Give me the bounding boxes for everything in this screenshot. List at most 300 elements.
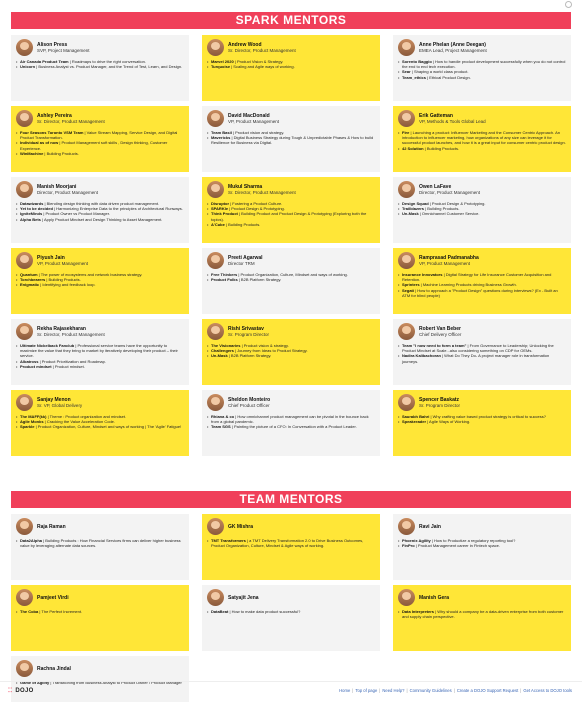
team-list — [207, 201, 375, 227]
team-topic: | B2B Platform Strategy. — [227, 353, 272, 359]
team-topic: | Building Products. — [43, 150, 79, 156]
team-topic: | Product Design & Prototyping. — [228, 206, 285, 212]
team-name: Insurance Innovators — [402, 272, 443, 277]
mentor-role: Director TRM — [228, 260, 255, 266]
mentor-header — [207, 518, 375, 535]
team-list — [398, 272, 566, 298]
footer-separator: | — [406, 688, 408, 693]
mentor-header — [16, 110, 184, 127]
spark-mentors-grid — [11, 35, 571, 456]
avatar — [398, 323, 415, 340]
mentor-name[interactable]: GK Mishra — [228, 523, 254, 530]
team-name: Mavericks — [211, 135, 231, 141]
team-list — [16, 59, 184, 69]
team-list-item — [16, 343, 184, 359]
mentor-name[interactable]: Rekha Rajasekharan — [37, 325, 86, 332]
team-name: Team Basil — [211, 130, 232, 135]
team-name: Segati — [402, 287, 415, 293]
team-topic: | Blending design thinking with data driven product management. — [43, 201, 160, 206]
team-list — [207, 414, 375, 430]
mentor-header — [207, 252, 375, 269]
mentor-header — [207, 110, 375, 127]
mentor-header — [207, 39, 375, 56]
mentor-name[interactable]: Manish Moorjani — [37, 183, 77, 190]
team-topic: | Omnichannel Customer Service. — [418, 211, 480, 217]
team-list-item — [16, 140, 184, 150]
team-name: Team_ethics — [402, 74, 426, 80]
avatar — [207, 589, 224, 606]
team-name: Albatross — [20, 358, 39, 364]
team-name: 42 Solution — [402, 145, 424, 151]
footer-links — [339, 688, 572, 693]
dojo-logo[interactable]: ⁚⁚ DOJO — [8, 688, 34, 694]
team-name: Data2Alpha — [20, 538, 43, 543]
team-topic: | Transitioning from Business Analyst to Product Owner / Product Manager — [49, 680, 182, 685]
mentor-name[interactable]: Raja Raman — [37, 523, 66, 530]
team-topic: | Product Organization, Culture, Mindset and ways of working. — [237, 272, 348, 277]
mentor-name[interactable]: Owen LaFave — [419, 183, 452, 190]
mentor-name[interactable]: Robert Van Beber — [419, 325, 461, 332]
team-list-item — [207, 538, 375, 548]
team-list — [207, 609, 375, 614]
team-list-item — [398, 272, 566, 282]
team-topic: | Product mindset. — [51, 363, 85, 369]
team-topic: | How to Productize a regulatory reporting tool? — [430, 538, 516, 543]
mentor-header — [207, 323, 375, 340]
team-name: The MAFF(kk) — [20, 414, 47, 419]
team-list-item — [207, 353, 375, 358]
team-topic: | Machine Learning Products driving Business Growth. — [419, 282, 517, 288]
team-name: Sear — [402, 69, 411, 75]
footer-link-need-help[interactable]: Need Help? — [382, 688, 405, 693]
team-topic: | Building Products. — [224, 221, 261, 227]
avatar — [16, 252, 33, 269]
mentor-role: Sr. Program Director — [419, 402, 461, 408]
team-name: DataBeat — [211, 609, 229, 614]
footer-link-get-access-to-dojo-tools[interactable]: Get Access to DOJO tools — [523, 688, 572, 693]
team-topic: | Apply Product Mindset and Design Thinking to Asset Management. — [40, 216, 163, 222]
team-name: Marvel 2020 — [211, 59, 234, 64]
mentor-name[interactable]: David MacDonald — [228, 112, 270, 119]
spark-mentors-banner: SPARK MENTORS — [11, 12, 571, 29]
team-list-item — [16, 364, 184, 369]
team-list — [16, 538, 184, 548]
team-topic: | Ethical Product Design. — [425, 74, 471, 80]
mentor-role: Sr. Director, Product Management — [228, 189, 296, 195]
avatar — [398, 252, 415, 269]
team-topic: | How to make data product successful? — [228, 609, 301, 614]
avatar — [398, 181, 415, 198]
team-topic: | Building Products. — [45, 277, 81, 283]
team-list — [398, 201, 566, 217]
mentor-card-preeti-agarwal — [202, 248, 380, 314]
mentor-card-erik-gatteman — [393, 106, 571, 172]
team-list — [207, 343, 375, 359]
team-name: TMT Transformers — [211, 538, 246, 543]
team-topic: | Product Management career in Fintech space. — [414, 543, 500, 549]
mentor-name[interactable]: Ravi Jain — [419, 523, 441, 530]
team-list-item — [398, 288, 566, 298]
mentor-header — [398, 181, 566, 198]
avatar — [207, 252, 224, 269]
team-topic: | Launching a product: Influencer Marketing and the Consumer Centric Approach. An introduction to influencer marketing, how organizations of any size can leverage it for successful product launches, and how it is a great input for consumer centric product design. — [402, 130, 566, 146]
mentor-role: Sr. VP, Global Delivery — [37, 402, 83, 408]
team-name: Alpha Bets — [20, 216, 41, 222]
mentor-header — [16, 589, 184, 606]
team-topic: | Product Owner vs Product Manager. — [42, 211, 110, 217]
mentor-role: Chief Delivery Officer — [419, 331, 462, 337]
team-name: Four Seasons Toronto VSM Team — [20, 130, 84, 135]
mentor-card-gk-mishra — [202, 514, 380, 580]
team-list — [16, 201, 184, 222]
mentor-header — [207, 394, 375, 411]
mentor-card-sanjay-menon — [11, 390, 189, 456]
mentor-role: VP, Product Management — [37, 260, 88, 266]
mentor-header — [207, 181, 375, 198]
team-topic: | Scaling and Agile ways of working. — [230, 64, 295, 70]
dojo-mark-icon: ⁚⁚ — [8, 688, 13, 694]
team-name: Team "I now need to form a team" — [402, 343, 467, 348]
team-name: Trailblazers — [402, 206, 425, 212]
team-topic: | Fostering a Product Culture. — [229, 201, 283, 206]
mentor-name[interactable]: Rishi Srivastav — [228, 325, 264, 332]
mentor-role: Sr. Program Director — [228, 331, 270, 337]
team-topic: | Journey from Ideas to Product Strategy. — [233, 348, 308, 354]
team-list-item — [398, 146, 566, 151]
footer-link-top-of-page[interactable]: Top of page — [355, 688, 378, 693]
team-topic: | The power of ecosystems and network business strategy. — [37, 272, 143, 277]
team-name: Torchbearers — [20, 277, 46, 283]
team-list-item — [207, 424, 375, 429]
mentor-card-rekha-rajasekharan — [11, 319, 189, 385]
team-name: Turquoise — [211, 64, 231, 70]
team-topic: | Product vision & strategy. — [240, 343, 289, 348]
mentor-card-piyush-jain — [11, 248, 189, 314]
avatar — [207, 518, 224, 535]
team-topic: | Roadmaps to drive the right conversation. — [68, 59, 146, 64]
mentor-role: Director, Product Management — [419, 189, 481, 195]
team-mentors-banner: TEAM MENTORS — [11, 491, 571, 508]
team-topic: | Harmonizing Enterprise Data to the principles of Architectural Runways. — [52, 206, 183, 212]
team-topic: | Business Analyst vs. Product Manager, and the Trend of Test, Learn, and Design. — [35, 64, 183, 70]
team-topic: | From Governance to Leadership; Unlocking the Product Mindset at Scale...also considering something on CDP for OEMs. — [402, 343, 554, 354]
mentor-card-mukul-sharma — [202, 177, 380, 243]
avatar — [16, 518, 33, 535]
team-list-item — [16, 151, 184, 156]
mentor-card-manish-moorjani — [11, 177, 189, 243]
mentor-role: VP, Product Management — [419, 260, 470, 266]
mentor-header — [398, 518, 566, 535]
team-list-item — [207, 277, 375, 282]
team-list — [16, 609, 184, 614]
mentor-role: SVP, Project Management — [37, 47, 90, 53]
avatar — [398, 518, 415, 535]
team-topic: | Digital Business Strategy during Tough & Unpredictable Phases & How to build Resilience for Business via Digital. — [211, 135, 374, 146]
footer-link-create-a-dojo-support-request[interactable]: Create a DOJO Support Request — [456, 688, 519, 693]
team-name: Team SGS — [211, 424, 231, 430]
mentor-card-spencer-baskatz — [393, 390, 571, 456]
team-name: Think Product — [211, 211, 238, 217]
mentor-card-robert-van-beber — [393, 319, 571, 385]
avatar — [207, 39, 224, 56]
team-name: Un-Mask — [402, 211, 419, 217]
avatar — [16, 589, 33, 606]
mentor-header — [398, 589, 566, 606]
team-list — [16, 272, 184, 288]
mentor-header — [207, 589, 375, 606]
team-name: Yet to be decided — [20, 206, 53, 212]
mentor-role: Sr. Director, Product Management — [228, 47, 296, 53]
mentor-header — [398, 252, 566, 269]
mentor-header — [398, 323, 566, 340]
mentor-role: VP, Methods & Tools Global Lead — [419, 118, 486, 124]
avatar — [16, 181, 33, 198]
avatar — [398, 394, 415, 411]
team-name: Design Squad — [402, 201, 429, 206]
avatar — [207, 394, 224, 411]
team-list-item — [16, 217, 184, 222]
mentor-header — [16, 394, 184, 411]
avatar — [16, 39, 33, 56]
team-topic: | Product vision and strategy. — [231, 130, 285, 135]
avatar — [16, 110, 33, 127]
team-list-item — [16, 130, 184, 140]
avatar — [16, 323, 33, 340]
team-list — [398, 538, 566, 548]
mentor-card-anne-phelan-anne-deegan — [393, 35, 571, 101]
avatar — [398, 110, 415, 127]
team-list-item — [207, 609, 375, 614]
mentor-name[interactable]: Pamjeet Virdi — [37, 594, 69, 601]
mentor-name[interactable]: Satyajit Jena — [228, 594, 259, 601]
team-name: Speakreader — [402, 419, 427, 425]
team-name: Challengers — [211, 348, 234, 354]
team-topic: | Professional service teams have the opportunity to maximize the value that they bring to market by iteratively developing their product – their service. — [20, 343, 178, 359]
team-topic: | Product Vision & Strategy. — [233, 59, 284, 64]
loading-ring-icon — [565, 1, 572, 8]
mentor-header — [398, 394, 566, 411]
team-topic: | What Do They Do- A project manager role in transformation journeys. — [402, 353, 550, 364]
mentor-name[interactable]: Alison Press — [37, 41, 68, 48]
team-topic: | Theme : Product organization and mindset. — [46, 414, 127, 419]
team-name: Data Interpreters — [402, 609, 435, 614]
mentor-role: VP, Product Management — [228, 118, 279, 124]
team-topic: | Digital Strategy for Life Insurance Customer Acquisition and Retention. — [402, 272, 552, 283]
mentor-name[interactable]: Manish Gera — [419, 594, 450, 601]
mentor-header — [398, 39, 566, 56]
mentor-card-manish-gera — [393, 585, 571, 651]
footer-link-home[interactable]: Home — [339, 688, 351, 693]
team-list-item — [16, 282, 184, 287]
mentor-role: Director, Product Management — [37, 189, 99, 195]
footer-separator: | — [352, 688, 354, 693]
mentor-header — [16, 518, 184, 535]
team-list — [207, 538, 375, 548]
mentor-name[interactable]: Preeti Agarwal — [228, 254, 263, 261]
team-name: Game of Agility — [20, 680, 50, 685]
mentor-header — [16, 39, 184, 56]
footer-separator: | — [379, 688, 381, 693]
team-topic: | Why should a company be a data-driven enterprise from both customer and supply chain perspective. — [402, 609, 564, 620]
team-list — [207, 272, 375, 282]
mentor-name[interactable]: Andrew Wood — [228, 41, 262, 48]
avatar — [207, 323, 224, 340]
team-name: Disruptor — [211, 201, 229, 206]
team-name: Datawizards — [20, 201, 44, 206]
team-list-item — [398, 609, 566, 619]
team-list-item — [207, 135, 375, 145]
mentor-name[interactable]: Ashley Pereira — [37, 112, 72, 119]
mentor-card-rishi-srivastav — [202, 319, 380, 385]
team-topic: | Building Products. — [424, 206, 460, 212]
spark-mentors-section — [11, 12, 571, 456]
team-topic: | Building Products : How Financial Services firms can deliver higher business value by leveraging alternate data sources. — [20, 538, 181, 549]
mentor-header — [16, 660, 184, 677]
mentor-card-ramprasad-padmanabha — [393, 248, 571, 314]
mentor-card-ashley-pereira — [11, 106, 189, 172]
mentor-role: Sr. Director, Product Management — [37, 331, 105, 337]
team-name: Un-Mask — [211, 353, 228, 359]
team-list-item — [398, 353, 566, 363]
team-list — [398, 414, 566, 424]
mentor-role: EMEA Lead, Project Management — [419, 47, 487, 53]
mentor-header — [16, 252, 184, 269]
team-list-item — [398, 419, 566, 424]
team-name: Sprinters — [402, 282, 420, 288]
mentor-card-sheldon-monteiro — [202, 390, 380, 456]
team-topic: | Product Management soft skills , Design thinking, Customer Experience. — [20, 140, 168, 151]
team-mentors-grid — [11, 514, 571, 702]
team-topic: | Cracking the Value Acceleration Code. — [43, 419, 116, 425]
team-name: Unicorn — [20, 64, 36, 70]
team-list-item — [398, 211, 566, 216]
team-topic: | Building Product and Product Design & Prototyping (Exploring both the topics). — [211, 211, 367, 222]
team-name: Quantum — [20, 272, 38, 277]
mentor-header — [16, 181, 184, 198]
team-name: Individual as of now — [20, 140, 59, 146]
team-topic: | Identifying and feedback loop. — [39, 282, 96, 288]
team-topic: | Building Products. — [423, 145, 460, 151]
team-name: Air Canada Product Team — [20, 59, 69, 64]
footer-separator: | — [520, 688, 522, 693]
team-name: Ultimate Nickelback Fanclub — [20, 343, 75, 348]
team-name: The Coba — [20, 609, 39, 614]
team-topic: | Shaping a world class product. — [410, 69, 469, 75]
mentor-name[interactable]: Sanjay Menon — [37, 396, 71, 403]
avatar — [16, 660, 33, 677]
team-name: Agile Monks — [20, 419, 44, 425]
mentor-role: Chief Product Officer — [228, 402, 270, 408]
team-topic: | Product Prioritization and Roadmap. — [38, 358, 106, 364]
mentor-card-david-macdonald — [202, 106, 380, 172]
team-topic: | How to approach a "Product Design" questions during interviews? (Ex - Built an ATM for blind people) — [402, 287, 558, 298]
mentor-card-alison-press — [11, 35, 189, 101]
team-name: The Visionaries — [211, 343, 241, 348]
mentor-name[interactable]: Ramprasad Padmanabha — [419, 254, 479, 261]
mentor-name[interactable]: Piyush Jain — [37, 254, 65, 261]
team-list — [16, 343, 184, 369]
avatar — [207, 181, 224, 198]
avatar — [207, 110, 224, 127]
team-name: FinPro — [402, 543, 415, 549]
team-list — [207, 59, 375, 69]
team-name: Sorento Baggio — [402, 59, 432, 64]
team-name: IgniteMinds — [20, 211, 43, 217]
team-name: Fire — [402, 130, 410, 135]
team-list-item — [207, 414, 375, 424]
team-list-item — [16, 64, 184, 69]
footer-link-community-guidelines[interactable]: Community Guidelines — [409, 688, 452, 693]
team-topic: | Product Organization, Culture, Mindset and ways of working | The 'Agile' Fatigue! — [34, 424, 182, 430]
avatar — [16, 394, 33, 411]
mentor-role: Sr. Director, Product Management — [37, 118, 105, 124]
team-list — [207, 130, 375, 146]
team-name: Sparkle — [20, 424, 35, 430]
team-name: Phoenix Agility — [402, 538, 431, 543]
team-mentors-section — [11, 491, 571, 702]
mentor-header — [16, 323, 184, 340]
footer-separator: | — [453, 688, 455, 693]
team-list — [16, 414, 184, 430]
team-list-item — [16, 538, 184, 548]
team-topic: | Agile Ways of Working. — [426, 419, 471, 425]
team-topic: | The Perfect Increment. — [38, 609, 83, 614]
team-topic: | How to handle product development successfully when you do not control the end to end tech execution. — [402, 59, 566, 70]
team-list-item — [16, 609, 184, 614]
mentor-name[interactable]: Spencer Baskatz — [419, 396, 460, 403]
team-topic: | How omnichannel product management can be pivotal in the bounce back from a global pandemic. — [211, 414, 369, 425]
team-list-item — [398, 543, 566, 548]
team-list — [398, 343, 566, 364]
mentor-name[interactable]: Anne Phelan (Anne Deegan) — [419, 41, 486, 48]
team-name: Product mindset — [20, 363, 52, 369]
mentor-card-satyajit-jena — [202, 585, 380, 651]
team-list — [398, 59, 566, 80]
mentor-card-andrew-wood — [202, 35, 380, 101]
mentor-name[interactable]: Sheldon Monteiro — [228, 396, 271, 403]
mentor-card-raja-raman — [11, 514, 189, 580]
team-list — [398, 130, 566, 151]
team-list-item — [207, 211, 375, 221]
team-list-item — [398, 75, 566, 80]
team-list-item — [398, 59, 566, 69]
team-topic: | B2B Platform Strategy. — [237, 277, 282, 283]
mentor-name[interactable]: Rachna Jindal — [37, 665, 71, 672]
page-footer — [0, 681, 582, 702]
team-topic: | Painting the picture of a CFO: In Conversation with a Product Leader. — [230, 424, 357, 430]
team-name: WinMachine — [20, 150, 44, 156]
mentor-card-ravi-jain — [393, 514, 571, 580]
team-list — [398, 609, 566, 619]
team-name: Saurabh Bahri — [402, 414, 430, 419]
team-topic: | Value Stream Mapping, Service Design, and Digital Product Transformation. — [20, 130, 178, 141]
team-topic: | a TMT Delivery Transformation 2.0 to Drive Business Outcomes, Product Organization, Culture, Mindset & Agile ways of working. — [211, 538, 364, 549]
team-name: Free Thinkers — [211, 272, 238, 277]
team-list-item — [207, 222, 375, 227]
team-name: Enigmatic — [20, 282, 40, 288]
team-name: Nadira Kalibachoran — [402, 353, 441, 359]
mentor-card-pamjeet-virdi — [11, 585, 189, 651]
team-list-item — [398, 343, 566, 353]
team-name: A'Cube — [211, 221, 225, 227]
mentor-header — [398, 110, 566, 127]
team-list-item — [398, 130, 566, 146]
avatar — [398, 39, 415, 56]
team-name: Rhiana & co — [211, 414, 235, 419]
mentor-name[interactable]: Erik Gatteman — [419, 112, 453, 119]
team-name: Product Folks — [211, 277, 238, 283]
mentor-name[interactable]: Mukul Sharma — [228, 183, 263, 190]
